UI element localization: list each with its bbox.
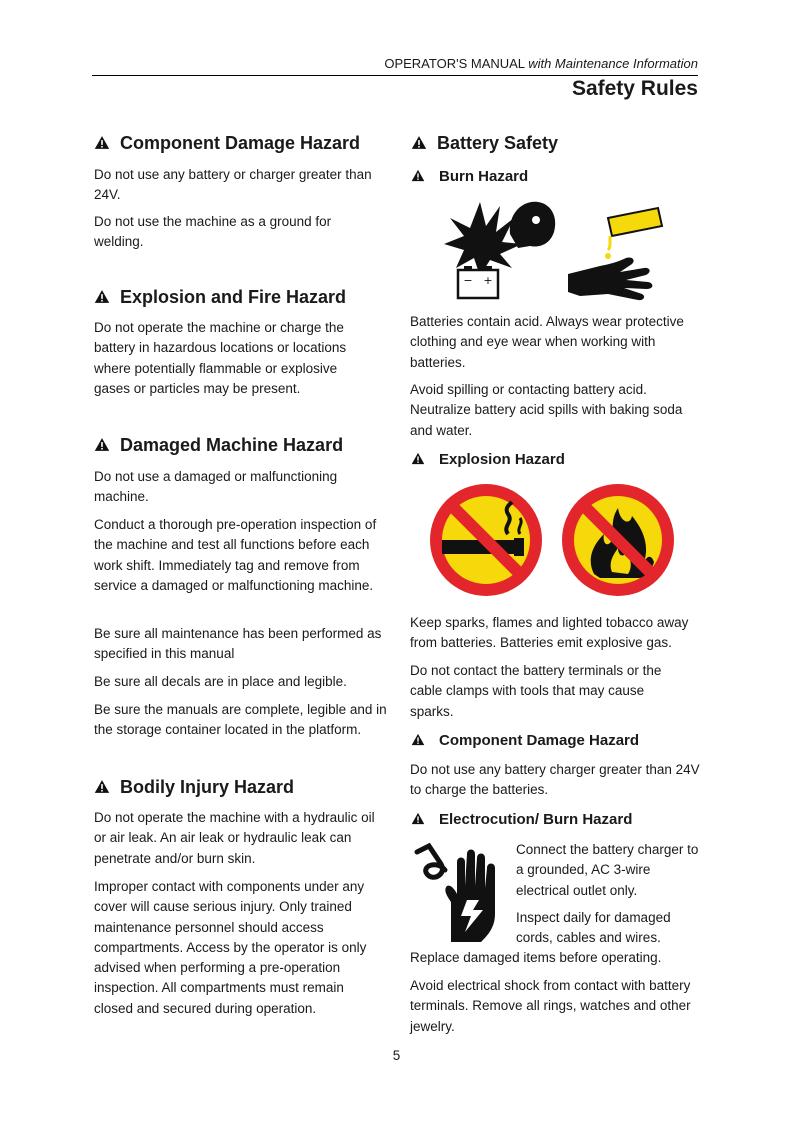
page-number: 5 <box>392 1048 401 1063</box>
electrocution-p1: Connect the battery charger to a grounded, AC 3-wire electrical outlet only. <box>516 842 699 898</box>
warning-triangle-icon <box>94 135 110 150</box>
electric-cord-icon <box>417 846 445 877</box>
explosion-p1: Keep sparks, flames and lighted tobacco away from batteries. Batteries emit explosive gas. <box>410 615 689 651</box>
battery-safety-heading: Battery Safety <box>411 132 558 154</box>
damaged-machine-p2: Conduct a thorough pre-operation inspection of the machine and test all functions before each work shift. Immediately tag and remove from service a damaged or malfunctioning machine. <box>94 517 377 593</box>
burn-p2: Avoid spilling or contacting battery acid. Neutralize battery acid spills with baking soda and water. <box>410 382 683 438</box>
explosion-burst-icon <box>444 202 522 276</box>
damaged-machine-p3: Be sure all maintenance has been performed as specified in this manual <box>94 626 382 662</box>
manual-subtitle: with Maintenance Information <box>528 56 698 71</box>
electrocution-p2: Inspect daily for damaged cords, cables and wires. <box>516 910 671 946</box>
warning-triangle-icon <box>411 733 425 746</box>
damaged-machine-heading: Damaged Machine Hazard <box>94 434 343 456</box>
hand-icon <box>445 850 495 943</box>
warning-triangle-icon <box>411 452 425 465</box>
warning-triangle-icon <box>411 169 425 182</box>
page-header <box>92 56 698 100</box>
warning-triangle-icon <box>411 135 427 150</box>
electrocution-p3: Replace damaged items before operating. <box>410 950 662 965</box>
bodily-injury-p2: Improper contact with components under any cover will cause serious injury. Only trained maintenance personnel should access compartments. Access by the operator is only advised when performing a pre-operation inspection. All compartments must remain closed and secured during operation. <box>94 879 367 1016</box>
battery-icon <box>458 266 498 298</box>
explosion-hazard-heading: Explosion Hazard <box>411 450 565 469</box>
damaged-machine-p4: Be sure all decals are in place and legible. <box>94 674 347 689</box>
manual-title: OPERATOR'S MANUAL <box>384 56 525 71</box>
damaged-machine-p1: Do not use a damaged or malfunctioning machine. <box>94 469 338 505</box>
damaged-machine-p5: Be sure the manuals are complete, legible and in the storage container located in the platform. <box>94 702 387 738</box>
burn-hazard-graphic <box>440 196 670 304</box>
burn-p1: Batteries contain acid. Always wear protective clothing and eye wear when working with batteries. <box>410 314 684 370</box>
explosion-fire-heading: Explosion and Fire Hazard <box>94 286 346 308</box>
bodily-injury-heading: Bodily Injury Hazard <box>94 776 294 798</box>
no-open-flame-sign <box>560 482 676 598</box>
head-icon <box>510 202 555 248</box>
svg-text:−: − <box>463 274 473 287</box>
explosion-fire-p1: Do not operate the machine or charge the battery in hazardous locations or locations where potentially flammable or explosive gases or particles may be present. <box>94 320 347 396</box>
electrocution-p4: Avoid electrical shock from contact with battery terminals. Remove all rings, watches and other jewelry. <box>410 978 691 1034</box>
bodily-injury-p1: Do not operate the machine with a hydraulic oil or air leak. An air leak or hydraulic leak can penetrate and/or burn skin. <box>94 810 375 866</box>
component-damage-heading: Component Damage Hazard <box>94 132 360 154</box>
manual-title-line <box>92 56 698 72</box>
burn-hazard-heading: Burn Hazard <box>411 167 528 186</box>
no-smoking-sign <box>428 482 544 598</box>
warning-triangle-icon <box>411 812 425 825</box>
electrocution-heading: Electrocution/ Burn Hazard <box>411 810 632 829</box>
explosion-p2: Do not contact the battery terminals or the cable clamps with tools that may cause sparks. <box>410 663 662 719</box>
component-damage-right-p1: Do not use any battery charger greater than 24V to charge the batteries. <box>410 762 700 798</box>
component-damage-p1: Do not use any battery or charger greater than 24V. <box>94 167 372 203</box>
warning-triangle-icon <box>94 289 110 304</box>
warning-triangle-icon <box>94 437 110 452</box>
warning-triangle-icon <box>94 779 110 794</box>
section-title: Safety Rules <box>571 77 698 100</box>
hand-icon <box>568 257 652 300</box>
electrocution-graphic <box>413 842 499 946</box>
component-damage-p2: Do not use the machine as a ground for welding. <box>94 214 332 250</box>
component-damage-hazard-heading-right: Component Damage Hazard <box>411 731 639 750</box>
acid-tube-icon <box>605 208 662 259</box>
svg-text:+: + <box>483 274 493 287</box>
